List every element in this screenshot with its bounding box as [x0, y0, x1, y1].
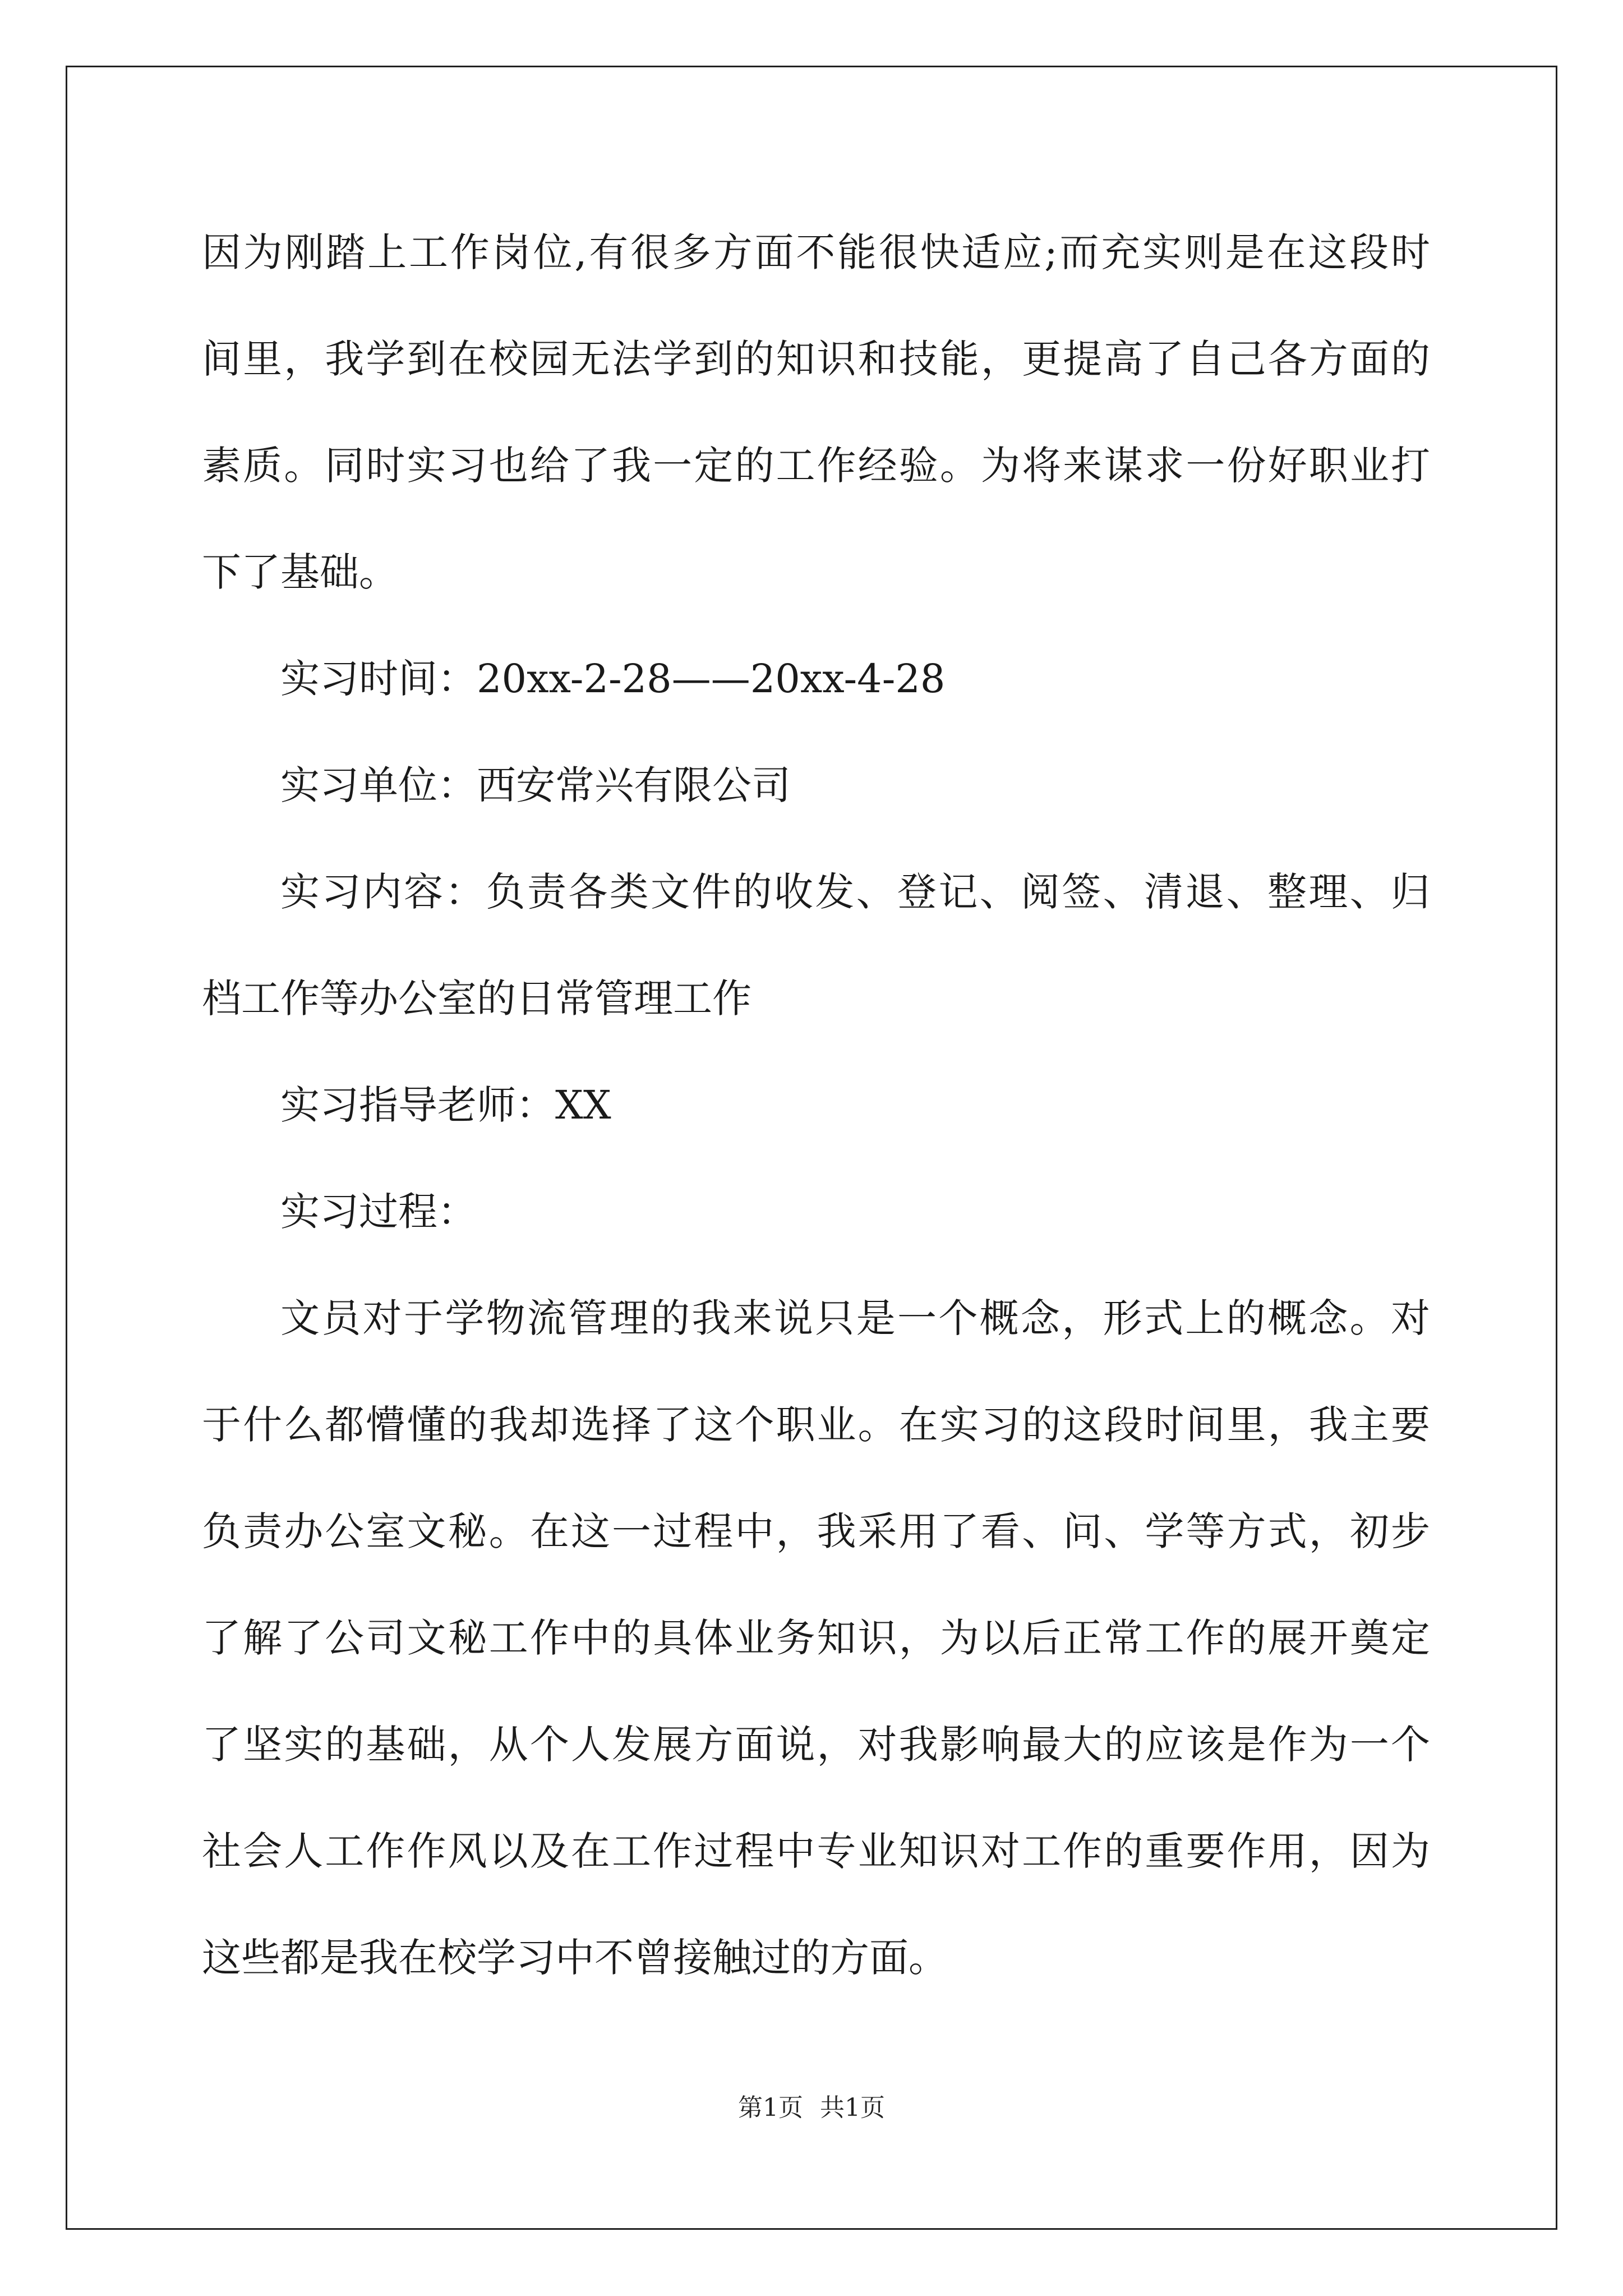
paragraph-line: 社会人工作作风以及在工作过程中专业知识对工作的重要作用，因为	[202, 1828, 1430, 1874]
internship-unit: 实习单位：西安常兴有限公司	[280, 762, 791, 808]
internship-period: 实习时间：20xx-2-28——20xx-4-28	[280, 656, 946, 702]
paragraph-line: 下了基础。	[202, 549, 398, 595]
paragraph-line: 负责办公室文秘。在这一过程中，我采用了看、问、学等方式，初步	[202, 1508, 1430, 1554]
page-footer	[0, 2092, 1623, 2124]
paragraph-line: 档工作等办公室的日常管理工作	[202, 976, 751, 1022]
paragraph-line: 因为刚踏上工作岗位,有很多方面不能很快适应;而充实则是在这段时	[202, 229, 1430, 275]
paragraph-line: 于什么都懵懂的我却选择了这个职业。在实习的这段时间里，我主要	[202, 1402, 1430, 1448]
paragraph-line: 素质。同时实习也给了我一定的工作经验。为将来谋求一份好职业打	[202, 443, 1430, 489]
internship-content: 实习内容：负责各类文件的收发、登记、阅签、清退、整理、归	[280, 869, 1430, 915]
paragraph-line: 文员对于学物流管理的我来说只是一个概念，形式上的概念。对	[280, 1295, 1430, 1341]
page-border	[66, 66, 1557, 2230]
paragraph-line: 间里，我学到在校园无法学到的知识和技能，更提高了自己各方面的	[202, 336, 1430, 382]
paragraph-line: 了解了公司文秘工作中的具体业务知识，为以后正常工作的展开奠定	[202, 1615, 1430, 1661]
page-number: 第1页	[738, 2093, 803, 2122]
internship-supervisor: 实习指导老师：XX	[280, 1082, 611, 1128]
internship-process-heading: 实习过程：	[280, 1189, 477, 1235]
paragraph-line: 了坚实的基础，从个人发展方面说，对我影响最大的应该是作为一个	[202, 1722, 1430, 1768]
page-total: 共1页	[820, 2093, 885, 2122]
paragraph-line: 这些都是我在校学习中不曾接触过的方面。	[202, 1935, 948, 1981]
